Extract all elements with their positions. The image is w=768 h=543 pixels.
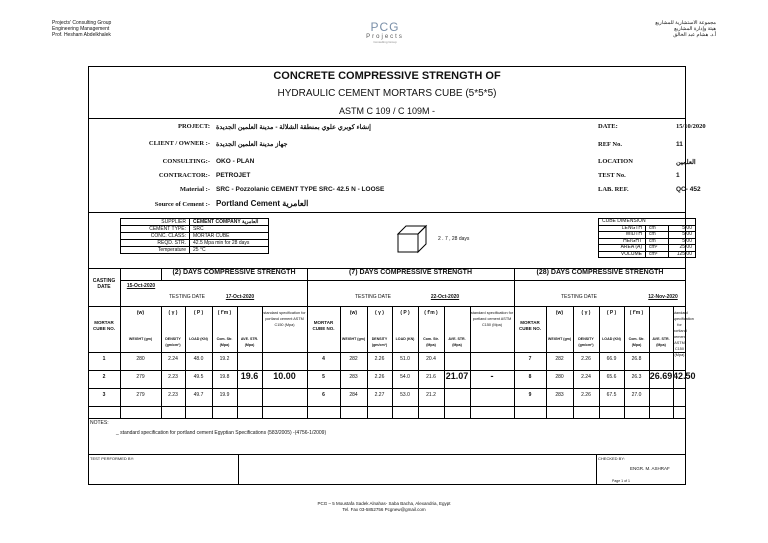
cell-value: 2.26 [581, 392, 591, 398]
cell-value: 26.8 [631, 356, 642, 362]
column-symbol: ( f'm ) [424, 310, 438, 316]
cell-value: 283 [349, 374, 358, 380]
divider [238, 454, 239, 485]
cube-number: 1 [102, 356, 106, 362]
column-unit-header: Com. Str. (Mpa) [216, 337, 233, 347]
material-value: SRC - Pozzolanic CEMENT TYPE SRC- 42.5 N - LOOSE [216, 186, 385, 193]
notes-label: NOTES: [90, 420, 109, 426]
footer-contact: Tel. Fax 03-5852756 Pcgnew@gmail.com [342, 507, 426, 512]
testing-date-label: TESTING DATE [354, 294, 392, 300]
cube-unit: cm² [646, 245, 669, 252]
notes-text: _ standard specification for portland cement Egyptian Specifications (583/2005) -(4756-1/2009) [116, 430, 327, 436]
average-strength: 19.6 [240, 371, 259, 381]
contractor-label: CONTRACTOR:- [158, 172, 210, 179]
client-label: CLIENT / OWNER :- [148, 140, 210, 147]
divider [120, 280, 686, 281]
header-left-line: Prof. Hesham Abdelkhalek [52, 32, 111, 38]
cell-value: 48.0 [193, 356, 204, 362]
header-left-line: Engineering Management [52, 26, 110, 32]
average-strength: 26.69 [649, 371, 673, 381]
ref-label: REF No. [598, 141, 622, 148]
cube-number: 4 [322, 356, 325, 362]
cell-value: 19.2 [219, 356, 230, 362]
cube-unit: cm³ [646, 251, 669, 258]
divider [212, 306, 213, 418]
divider [88, 212, 686, 213]
column-symbol: ( f'm ) [629, 310, 644, 316]
material-label: Material :- [179, 186, 210, 193]
source-label: Source of Cement :- [154, 201, 210, 208]
project-label: PROJECT: [177, 123, 210, 130]
column-unit-header: LOAD (KN) [395, 337, 415, 341]
casting-date: 15-Oct-2020 [126, 283, 156, 289]
logo-tag: Consulting Group [373, 40, 397, 44]
report-standard: ASTM C 109 / C 109M - [338, 106, 436, 116]
spec-header: standard specification for portland cement ASTM C150 (Mpa) [470, 311, 514, 327]
cell-value: 2.24 [581, 374, 591, 380]
divider [88, 370, 686, 371]
test-label: TEST No. [598, 172, 626, 179]
spec-value: 42.50 [673, 371, 696, 381]
column-symbol: ( γ ) [168, 310, 178, 316]
test-value: 1 [676, 172, 680, 179]
column-symbol: ( P ) [606, 310, 617, 316]
mortar-cube-header: MORTAR CUBE NO. [312, 320, 335, 331]
column-unit-header: LOAD (KN) [189, 337, 208, 341]
header-left-block [52, 20, 111, 38]
cell-value: 2.23 [168, 392, 178, 398]
divider [367, 306, 368, 418]
cell-value: 282 [349, 356, 358, 362]
column-symbol: (w) [555, 310, 564, 316]
supplier-key: Temperature [121, 247, 190, 254]
date-label: DATE: [598, 123, 618, 130]
supplier-row [121, 247, 269, 254]
cube-key: HEIGHT [599, 238, 646, 245]
cube-number: 8 [528, 374, 532, 380]
cell-value: 284 [349, 392, 358, 398]
location-value: العلمين [676, 159, 696, 166]
cube-row [599, 251, 696, 258]
column-unit-header: DENSITY (gm/cm³) [578, 337, 594, 347]
divider [546, 306, 547, 418]
supplier-key: REQD. STR. [121, 240, 190, 247]
cell-value: 279 [136, 392, 145, 398]
cell-value: 19.9 [219, 392, 230, 398]
cell-value: 2.26 [374, 374, 385, 380]
column-symbol: (w) [349, 310, 358, 316]
location-label: LOCATION [598, 158, 633, 165]
cube-unit: cm [646, 225, 669, 232]
group-title-7days: (7) DAYS COMPRESSIVE STRENGTH [348, 269, 473, 276]
cell-value: 53.0 [400, 392, 410, 398]
divider [88, 352, 686, 353]
testing-date-2days: 17-Oct-2020 [225, 294, 255, 300]
column-unit-header: WEIGHT (gm) [341, 337, 366, 341]
cube-dimension-table [598, 218, 696, 258]
cell-value: 2.23 [168, 374, 178, 380]
casting-label: CASTING DATE [92, 278, 116, 290]
cell-value: 283 [555, 392, 564, 398]
project-value: إنشاء كوبري علوي بمنطقة الشلالة - مدينة العلمين الجديدة [216, 124, 371, 131]
cell-value: 27.0 [631, 392, 642, 398]
supplier-value: 42.5 Mpa min for 28 days [190, 240, 269, 247]
cube-number: 3 [102, 392, 106, 398]
testing-date-label: TESTING DATE [560, 294, 598, 300]
header-right-line: مجموعة الاستشارية للمشاريع [655, 20, 716, 26]
lab-value: QC- 452 [676, 186, 701, 193]
mortar-cube-header: MORTAR CUBE NO. [518, 320, 541, 331]
column-unit-header: Com. Str. (Mpa) [628, 337, 645, 347]
testing-date-label: TESTING DATE [168, 294, 206, 300]
divider [624, 306, 625, 418]
supplier-value: MORTAR CUBE [190, 233, 269, 240]
divider [649, 306, 650, 418]
divider [444, 306, 445, 418]
cube-unit: cm [646, 232, 669, 239]
cell-value: 49.5 [193, 374, 204, 380]
cell-value: 280 [555, 374, 564, 380]
cell-value: 19.8 [219, 374, 230, 380]
divider [185, 306, 186, 418]
spec-header: standard specification for portland cement ASTM C150 (Mpa) [263, 311, 306, 327]
supplier-value: CEMENT COMPANY العامرية [190, 219, 269, 226]
testing-date-7days: 22-Oct-2020 [430, 294, 460, 300]
cube-dimension-title: CUBE DIMENSION [599, 219, 696, 226]
divider [88, 406, 686, 407]
divider [88, 306, 686, 307]
average-strength: 21.07 [445, 371, 469, 381]
mortar-cube-header: MORTAR CUBE NO. [92, 320, 115, 331]
supplier-value: SRC [190, 226, 269, 233]
divider [88, 418, 686, 419]
column-unit-header: AVE. STR. (Mpa) [240, 337, 259, 347]
cube-icon [396, 224, 428, 254]
column-symbol: ( P ) [400, 310, 410, 316]
footer-address: PCG – 5 Moustafa Sadek Alnahas- Saba Bacha, Alexandria, Egypt [317, 501, 451, 506]
cell-value: 2.26 [374, 356, 385, 362]
days-note: 2 . 7 , 28 days [438, 236, 470, 242]
testing-date-28days: 12-Nov-2020 [648, 294, 678, 300]
checked-by-label: CHECKED BY: [598, 456, 625, 461]
contractor-value: PETROJET [216, 172, 251, 179]
cube-unit: cm [646, 238, 669, 245]
cell-value: 67.5 [606, 392, 617, 398]
cell-value: 280 [136, 356, 145, 362]
cube-value: 5.00 [669, 238, 696, 245]
supplier-row [121, 226, 269, 233]
divider [418, 306, 419, 418]
cell-value: 26.3 [631, 374, 642, 380]
spec-value: - [490, 371, 494, 381]
source-value: Portland Cement العامرية [216, 199, 309, 208]
spec-header: standard specification for portland cement ASTM C150 (Mpa) [673, 311, 694, 357]
cube-value: 5.00 [669, 225, 696, 232]
cell-value: 66.9 [606, 356, 617, 362]
column-symbol: ( γ ) [581, 310, 591, 316]
cube-key: WIDTH [599, 232, 646, 239]
column-symbol: ( γ ) [375, 310, 384, 316]
cube-value: 125.00 [669, 251, 696, 258]
cell-value: 279 [136, 374, 145, 380]
supplier-row [121, 233, 269, 240]
divider [573, 306, 574, 418]
divider [120, 306, 121, 418]
cell-value: 282 [555, 356, 564, 362]
report-subtitle: HYDRAULIC CEMENT MORTARS CUBE (5*5*5) [277, 88, 497, 99]
supplier-table [120, 218, 269, 254]
divider [237, 306, 238, 418]
cube-value: 25.00 [669, 245, 696, 252]
client-value: جهاز مدينة العلمين الجديدة [216, 141, 288, 148]
column-unit-header: DENSITY (gm/cm³) [165, 337, 181, 347]
column-unit-header: Com. Str. (Mpa) [423, 337, 439, 347]
lab-label: LAB. REF. [598, 186, 629, 193]
logo-mark: PCG [370, 20, 400, 34]
header-left-line: Projects' Consulting Group [52, 20, 112, 26]
cube-key: VOLUME [599, 251, 646, 258]
cell-value: 21.6 [426, 374, 436, 380]
cube-value: 5.00 [669, 232, 696, 239]
cell-value: 65.6 [606, 374, 617, 380]
cell-value: 49.7 [193, 392, 204, 398]
divider [161, 306, 162, 418]
header-right-line: هيئة وإدارة المشاريع [674, 26, 716, 32]
column-unit-header: AVE. STR. (Mpa) [448, 337, 466, 347]
supplier-row [121, 240, 269, 247]
consulting-value: OKO - PLAN [216, 158, 255, 165]
cube-number: 7 [528, 356, 532, 362]
column-unit-header: WEIGHT (gm) [128, 337, 153, 341]
engineer-name: ENGR. M. ASHRAF [630, 466, 670, 471]
supplier-value: 25 °C [190, 247, 269, 254]
cell-value: 2.24 [168, 356, 178, 362]
cell-value: 2.26 [581, 356, 591, 362]
header-right-block [655, 20, 716, 38]
page-number: Page 1 of 1 [612, 479, 630, 483]
logo-brand: Projects [366, 34, 404, 40]
cube-key: AREA (A) [599, 245, 646, 252]
supplier-key: CONC. CLASS: [121, 233, 190, 240]
group-title-2days: (2) DAYS COMPRESSIVE STRENGTH [172, 269, 296, 276]
divider [88, 118, 686, 119]
ref-value: 11 [676, 141, 683, 148]
divider [599, 306, 600, 418]
supplier-key: CEMENT TYPE: [121, 226, 190, 233]
report-title: CONCRETE COMPRESSIVE STRENGTH OF [273, 70, 501, 82]
date-value: 15/10/2020 [676, 123, 706, 130]
divider [596, 454, 597, 485]
cell-value: 51.0 [400, 356, 410, 362]
cube-number: 6 [322, 392, 325, 398]
company-logo [345, 20, 425, 44]
divider [340, 306, 341, 418]
divider [88, 388, 686, 389]
cell-value: 21.2 [426, 392, 436, 398]
cell-value: 20.4 [426, 356, 436, 362]
supplier-row [121, 219, 269, 226]
cube-number: 9 [528, 392, 532, 398]
column-unit-header: LOAD (KN) [602, 337, 621, 341]
divider [120, 268, 121, 306]
column-symbol: ( P ) [193, 310, 204, 316]
column-unit-header: DENSITY (gm/cm³) [371, 337, 388, 347]
column-unit-header: WEIGHT (gm) [547, 337, 572, 341]
cube-number: 2 [102, 374, 106, 380]
header-right-line: أ.د. هشام عبد الخالق [673, 32, 716, 38]
column-unit-header: AVE. STR. (Mpa) [652, 337, 670, 347]
column-symbol: ( f'm ) [217, 310, 232, 316]
test-performed-by-label: TEST PERFORMED BY: [90, 456, 135, 461]
column-symbol: (w) [136, 310, 145, 316]
spec-value: 10.00 [273, 371, 296, 381]
cell-value: 2.27 [374, 392, 385, 398]
cube-number: 5 [322, 374, 325, 380]
cell-value: 54.0 [400, 374, 410, 380]
divider [392, 306, 393, 418]
group-title-28days: (28) DAYS COMPRESSIVE STRENGTH [536, 269, 664, 276]
supplier-key: SUPPLIER [121, 219, 190, 226]
cube-key: LENGTH [599, 225, 646, 232]
consulting-label: CONSULTING:- [162, 158, 210, 165]
